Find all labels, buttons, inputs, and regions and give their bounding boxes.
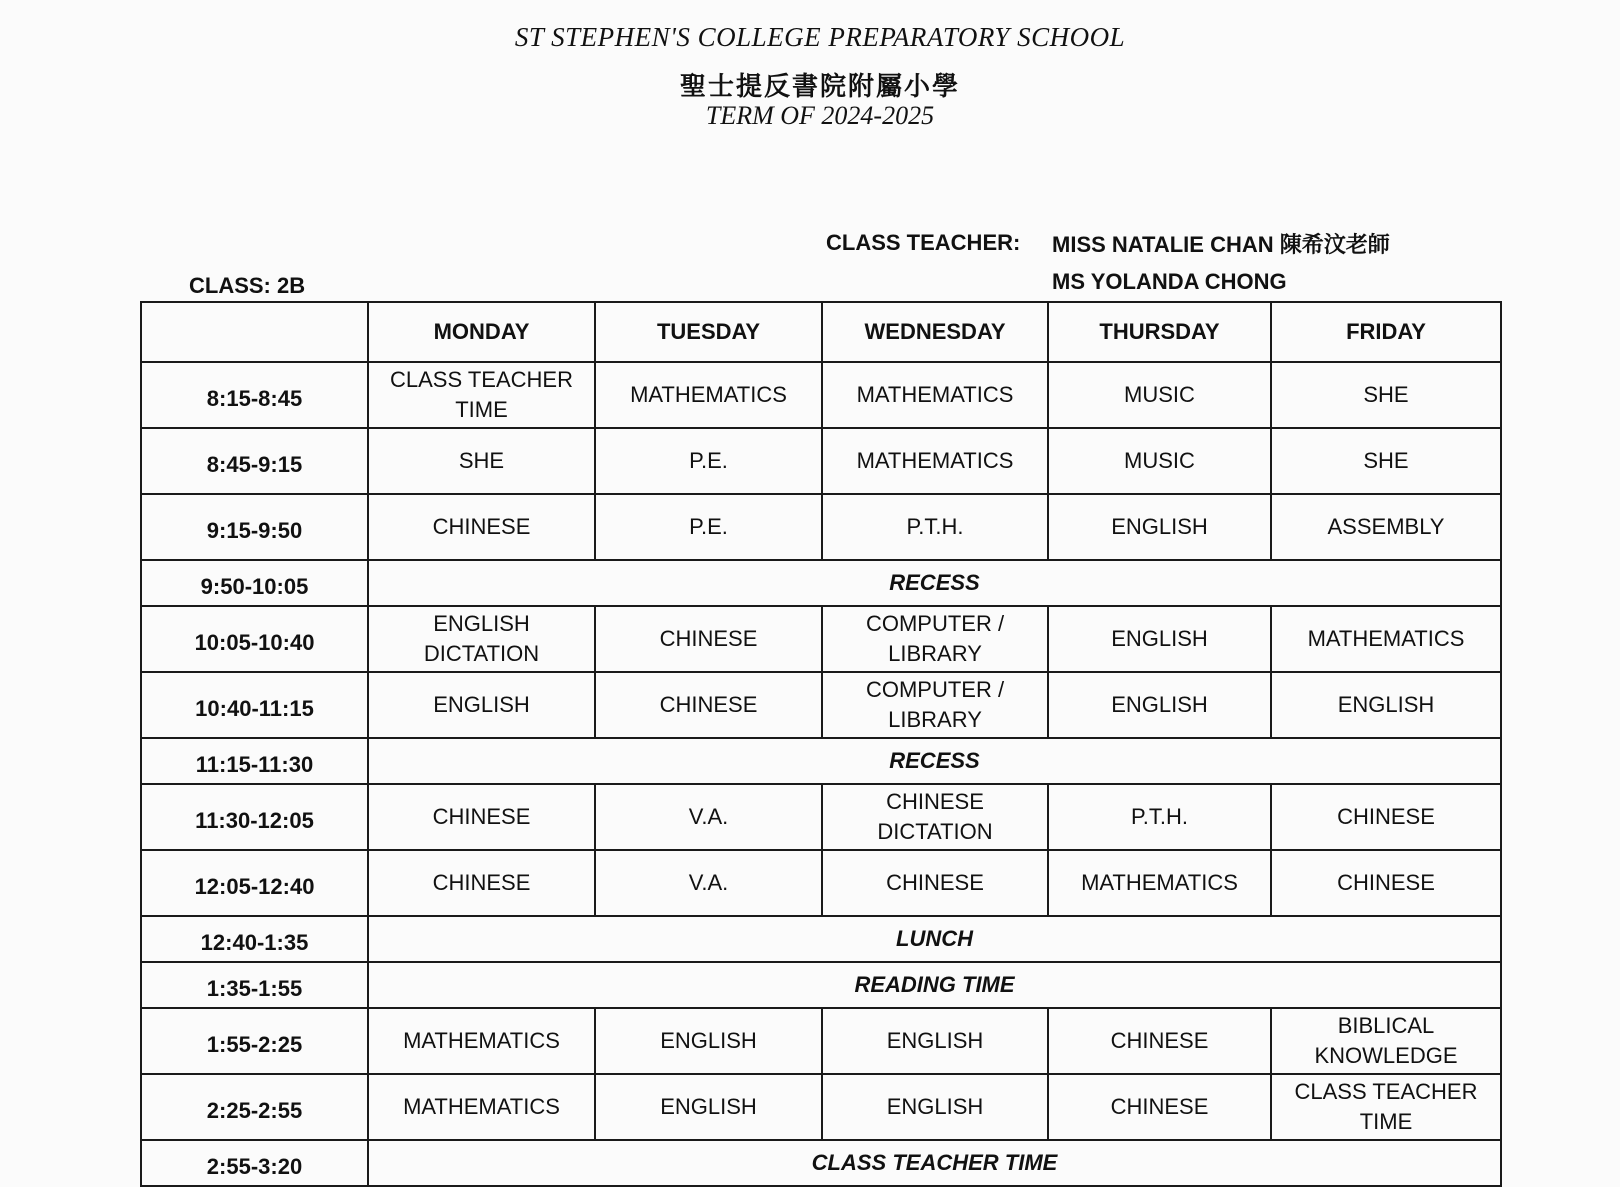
- lesson-cell: ENGLISH: [368, 672, 595, 738]
- time-slot: 8:45-9:15: [141, 428, 368, 494]
- lesson-cell: CHINESE: [595, 606, 822, 672]
- class-teacher-name-2: MS YOLANDA CHONG: [1052, 269, 1287, 294]
- time-slot: 2:25-2:55: [141, 1074, 368, 1140]
- lesson-row: [141, 850, 1501, 916]
- lesson-cell: CHINESE: [368, 850, 595, 916]
- timetable: [140, 301, 1502, 1187]
- day-header-wednesday: WEDNESDAY: [822, 302, 1048, 362]
- lesson-cell: CHINESE: [1271, 784, 1501, 850]
- time-slot: 12:40-1:35: [141, 916, 368, 962]
- lesson-cell: P.E.: [595, 428, 822, 494]
- lesson-cell: MATHEMATICS: [1271, 606, 1501, 672]
- lesson-cell: SHE: [1271, 428, 1501, 494]
- day-header-tuesday: TUESDAY: [595, 302, 822, 362]
- school-name-chinese: 聖士提反書院附屬小學: [679, 72, 960, 102]
- lesson-row: [141, 362, 1501, 428]
- lesson-cell: P.E.: [595, 494, 822, 560]
- lesson-cell: ENGLISH: [1048, 672, 1271, 738]
- class-label: CLASS: 2B: [189, 273, 306, 298]
- lesson-cell: ENGLISH: [822, 1008, 1048, 1074]
- lesson-cell: BIBLICAL KNOWLEDGE: [1271, 1008, 1501, 1074]
- time-slot: 11:15-11:30: [141, 738, 368, 784]
- time-slot: 10:05-10:40: [141, 606, 368, 672]
- lesson-cell: CHINESE: [822, 850, 1048, 916]
- break-label: RECESS: [368, 738, 1501, 784]
- lesson-cell: ENGLISH: [822, 1074, 1048, 1140]
- lesson-cell: CHINESE: [368, 494, 595, 560]
- lesson-row: [141, 1074, 1501, 1140]
- time-slot: 1:55-2:25: [141, 1008, 368, 1074]
- time-slot: 2:55-3:20: [141, 1140, 368, 1186]
- break-label: LUNCH: [368, 916, 1501, 962]
- lesson-cell: CHINESE DICTATION: [822, 784, 1048, 850]
- lesson-cell: MATHEMATICS: [822, 428, 1048, 494]
- lesson-cell: CHINESE: [1271, 850, 1501, 916]
- lesson-row: [141, 494, 1501, 560]
- corner-cell: [141, 302, 368, 362]
- lesson-cell: CHINESE: [368, 784, 595, 850]
- lesson-cell: SHE: [368, 428, 595, 494]
- lesson-row: [141, 428, 1501, 494]
- lesson-cell: MATHEMATICS: [1048, 850, 1271, 916]
- class-teacher-label: CLASS TEACHER:: [826, 230, 1021, 255]
- lesson-cell: CLASS TEACHER TIME: [1271, 1074, 1501, 1140]
- timetable-body: [141, 362, 1501, 1186]
- time-slot: 10:40-11:15: [141, 672, 368, 738]
- time-slot: 9:50-10:05: [141, 560, 368, 606]
- lesson-cell: MUSIC: [1048, 362, 1271, 428]
- day-header-friday: FRIDAY: [1271, 302, 1501, 362]
- lesson-cell: MUSIC: [1048, 428, 1271, 494]
- lesson-cell: ENGLISH: [1048, 606, 1271, 672]
- time-slot: 12:05-12:40: [141, 850, 368, 916]
- time-slot: 1:35-1:55: [141, 962, 368, 1008]
- break-row: [141, 560, 1501, 606]
- timetable-header-row: [141, 302, 1501, 362]
- lesson-cell: ENGLISH: [1271, 672, 1501, 738]
- school-name-english: ST STEPHEN'S COLLEGE PREPARATORY SCHOOL: [514, 22, 1126, 52]
- lesson-cell: MATHEMATICS: [368, 1074, 595, 1140]
- lesson-cell: CHINESE: [595, 672, 822, 738]
- class-teacher-name-1: MISS NATALIE CHAN 陳希汶老師: [1052, 232, 1390, 257]
- lesson-row: [141, 606, 1501, 672]
- lesson-cell: ENGLISH: [595, 1008, 822, 1074]
- lesson-cell: COMPUTER / LIBRARY: [822, 606, 1048, 672]
- lesson-cell: CHINESE: [1048, 1008, 1271, 1074]
- lesson-cell: V.A.: [595, 850, 822, 916]
- lesson-cell: CLASS TEACHER TIME: [368, 362, 595, 428]
- lesson-cell: ENGLISH DICTATION: [368, 606, 595, 672]
- break-row: [141, 962, 1501, 1008]
- lesson-row: [141, 784, 1501, 850]
- lesson-cell: ENGLISH: [595, 1074, 822, 1140]
- lesson-cell: ASSEMBLY: [1271, 494, 1501, 560]
- break-row: [141, 1140, 1501, 1186]
- day-header-thursday: THURSDAY: [1048, 302, 1271, 362]
- lesson-cell: V.A.: [595, 784, 822, 850]
- day-header-monday: MONDAY: [368, 302, 595, 362]
- lesson-cell: MATHEMATICS: [595, 362, 822, 428]
- lesson-cell: P.T.H.: [822, 494, 1048, 560]
- time-slot: 9:15-9:50: [141, 494, 368, 560]
- lesson-row: [141, 1008, 1501, 1074]
- lesson-cell: MATHEMATICS: [822, 362, 1048, 428]
- lesson-cell: P.T.H.: [1048, 784, 1271, 850]
- break-label: RECESS: [368, 560, 1501, 606]
- break-row: [141, 916, 1501, 962]
- time-slot: 11:30-12:05: [141, 784, 368, 850]
- term-title: TERM OF 2024-2025: [705, 101, 935, 130]
- time-slot: 8:15-8:45: [141, 362, 368, 428]
- break-label: READING TIME: [368, 962, 1501, 1008]
- break-row: [141, 738, 1501, 784]
- lesson-cell: MATHEMATICS: [368, 1008, 595, 1074]
- lesson-cell: ENGLISH: [1048, 494, 1271, 560]
- break-label: CLASS TEACHER TIME: [368, 1140, 1501, 1186]
- lesson-row: [141, 672, 1501, 738]
- lesson-cell: SHE: [1271, 362, 1501, 428]
- lesson-cell: COMPUTER / LIBRARY: [822, 672, 1048, 738]
- lesson-cell: CHINESE: [1048, 1074, 1271, 1140]
